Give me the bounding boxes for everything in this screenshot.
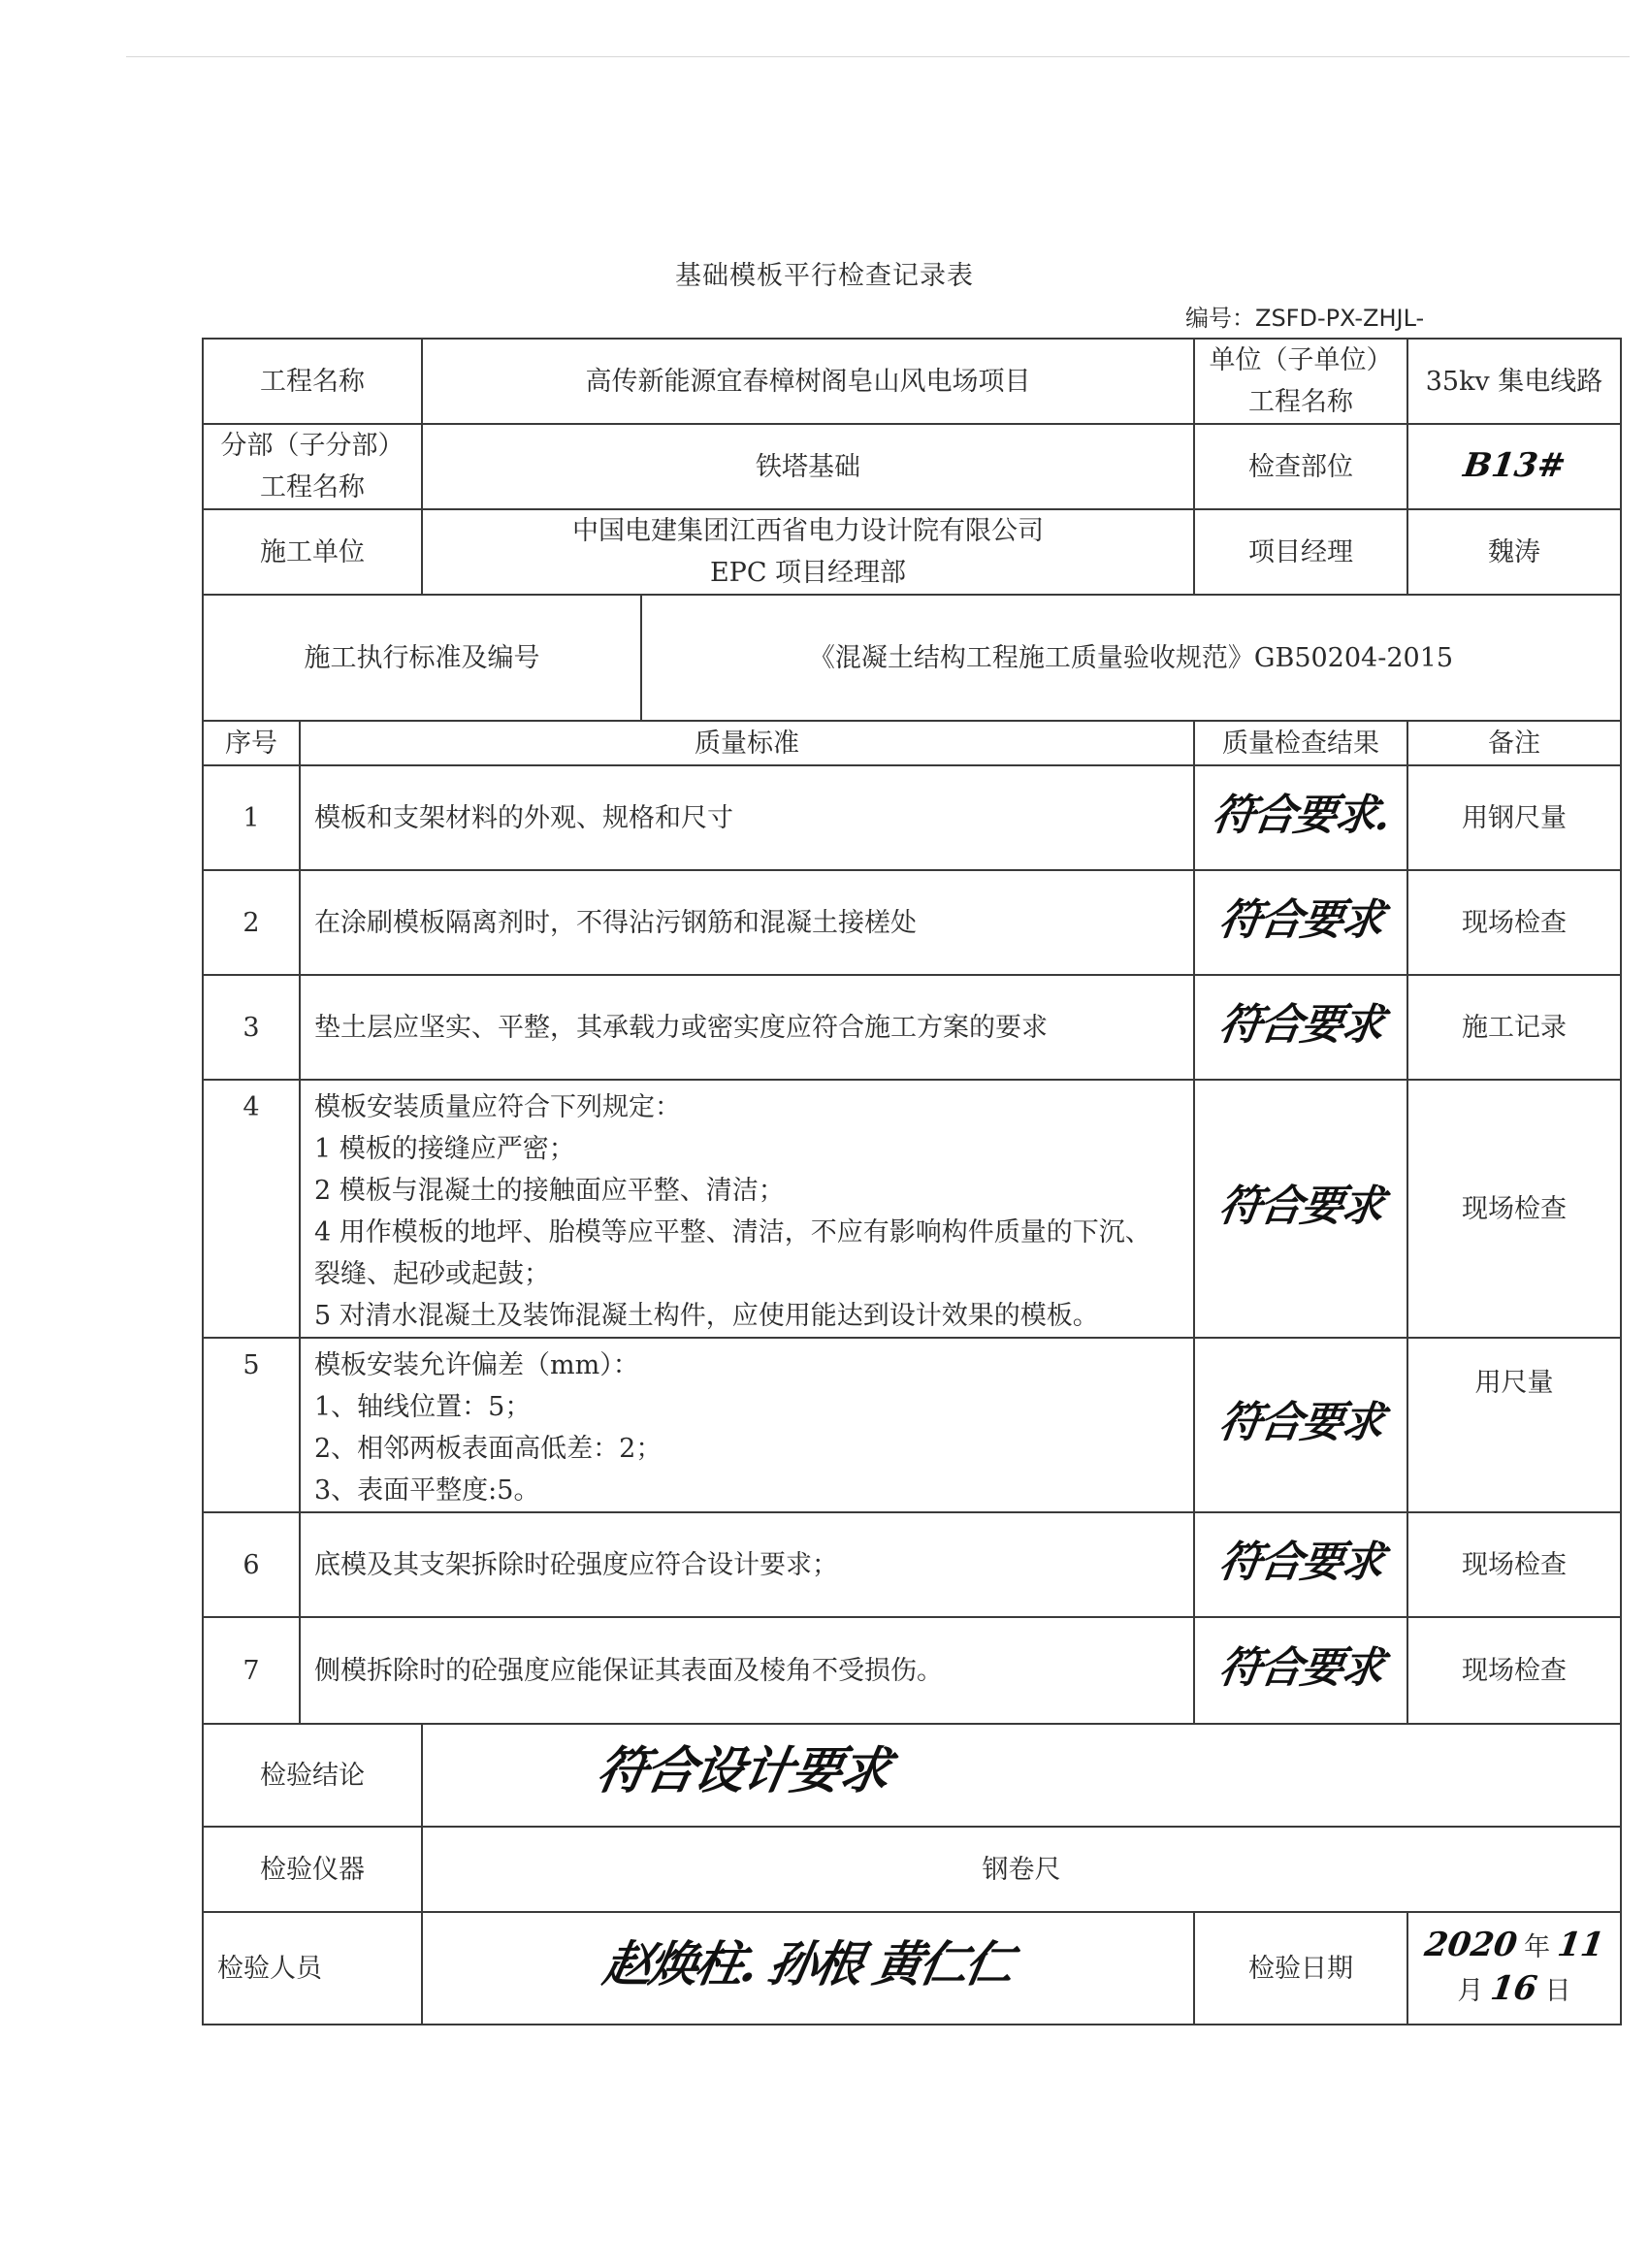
- row-standard-line: 2 模板与混凝土的接触面应平整、清洁；: [314, 1176, 785, 1206]
- table-row: [203, 1617, 1621, 1724]
- row-seq: 5: [203, 1338, 300, 1512]
- standard-label: 施工执行标准及编号: [203, 595, 641, 721]
- row-standard-text: [300, 1338, 1194, 1512]
- row-seq: 4: [203, 1080, 300, 1338]
- date-month-unit: 月: [1457, 1976, 1484, 2006]
- row-result: [1194, 765, 1407, 870]
- row-result: [1194, 870, 1407, 975]
- row-standard-text: [300, 1617, 1194, 1724]
- instrument-label: 检验仪器: [203, 1827, 422, 1912]
- row-remark: 现场检查: [1407, 1617, 1621, 1724]
- instrument-value: 钢卷尺: [422, 1827, 1621, 1912]
- row-result: [1194, 1617, 1407, 1724]
- inspectors-value: [422, 1912, 1194, 2025]
- header-remark: 备注: [1407, 721, 1621, 765]
- manager-value: 魏涛: [1407, 509, 1621, 595]
- result-handwriting: 符合要求: [1215, 1642, 1386, 1693]
- header-result: 质量检查结果: [1194, 721, 1407, 765]
- row-standard-line: 在涂刷模板隔离剂时，不得沾污钢筋和混凝土接槎处: [314, 907, 917, 938]
- table-row: [203, 975, 1621, 1080]
- inspect-part-label: 检查部位: [1194, 424, 1407, 509]
- row-remark: 现场检查: [1407, 1080, 1621, 1338]
- row-sub-project: [203, 424, 1621, 509]
- project-name-value: 高传新能源宜春樟树阁皂山风电场项目: [422, 339, 1194, 424]
- row-standard-line: 底模及其支架拆除时砼强度应符合设计要求；: [314, 1549, 838, 1580]
- row-standard-line: 侧模拆除时的砼强度应能保证其表面及棱角不受损伤。: [314, 1655, 943, 1686]
- row-standard-line: 垫土层应坚实、平整，其承载力或密实度应符合施工方案的要求: [314, 1012, 1048, 1043]
- row-remark: 现场检查: [1407, 1512, 1621, 1617]
- row-standard-line: 3、表面平整度:5。: [314, 1475, 540, 1506]
- row-remark: 用钢尺量: [1407, 765, 1621, 870]
- row-seq: 2: [203, 870, 300, 975]
- constructor-value: [422, 509, 1194, 595]
- result-handwriting: 符合要求.: [1209, 790, 1393, 840]
- row-standard-line: 2、相邻两板表面高低差：2；: [314, 1434, 663, 1464]
- inspection-form-table: [202, 338, 1622, 2025]
- date-month: 11: [1555, 1926, 1607, 1964]
- unit-project-label-line2: 工程名称: [1248, 387, 1353, 417]
- row-standard-line: 裂缝、起砂或起鼓；: [314, 1259, 550, 1289]
- date-label: 检验日期: [1194, 1912, 1407, 2025]
- constructor-line1: 中国电建集团江西省电力设计院有限公司: [572, 516, 1044, 546]
- row-result: [1194, 1338, 1407, 1512]
- table-row: [203, 765, 1621, 870]
- row-standard-line: 模板安装允许偏差（mm）：: [314, 1350, 639, 1380]
- row-remark: 用尺量: [1407, 1338, 1621, 1512]
- row-result: [1194, 1080, 1407, 1338]
- table-row: [203, 1512, 1621, 1617]
- document-code-label: 编号：: [1185, 305, 1255, 332]
- standard-value: 《混凝土结构工程施工质量验收规范》GB50204-2015: [641, 595, 1621, 721]
- result-handwriting: 符合要求: [1215, 894, 1386, 945]
- row-remark: 施工记录: [1407, 975, 1621, 1080]
- document-code-value: ZSFD-PX-ZHJL-: [1255, 305, 1425, 332]
- row-standard-line: 4 用作模板的地坪、胎模等应平整、清洁，不应有影响构件质量的下沉、: [314, 1217, 1151, 1247]
- table-row: [203, 870, 1621, 975]
- row-seq: 1: [203, 765, 300, 870]
- row-constructor: [203, 509, 1621, 595]
- date-year-unit: 年: [1524, 1932, 1551, 1962]
- row-seq: 7: [203, 1617, 300, 1724]
- row-standard: [203, 595, 1621, 721]
- document-title: 基础模板平行检查记录表: [675, 261, 974, 291]
- inspect-part-value: [1407, 424, 1621, 509]
- inspect-part-handwriting: B13#: [1460, 445, 1568, 485]
- unit-project-value: 35kv 集电线路: [1407, 339, 1621, 424]
- document-code: [1185, 299, 1424, 333]
- unit-project-label: [1194, 339, 1407, 424]
- row-instrument: [203, 1827, 1621, 1912]
- sub-project-value: 铁塔基础: [422, 424, 1194, 509]
- result-handwriting: 符合要求: [1215, 1181, 1386, 1231]
- sub-project-label-line2: 工程名称: [260, 472, 365, 502]
- row-inspectors: [203, 1912, 1621, 2025]
- result-handwriting: 符合要求: [1215, 1537, 1386, 1587]
- row-conclusion: [203, 1724, 1621, 1827]
- project-name-label: 工程名称: [203, 339, 422, 424]
- row-standard-text: [300, 975, 1194, 1080]
- inspectors-signature: 赵焕柱. 孙根 黄仁仁: [599, 1935, 1017, 1993]
- conclusion-value: [422, 1724, 1621, 1827]
- row-headers: [203, 721, 1621, 765]
- row-standard-line: 模板和支架材料的外观、规格和尺寸: [314, 802, 733, 833]
- sub-project-label-line1: 分部（子分部）: [220, 431, 404, 461]
- date-value: [1407, 1912, 1621, 2025]
- scan-edge-line: [126, 56, 1630, 57]
- row-standard-text: [300, 1512, 1194, 1617]
- row-standard-line: 5 对清水混凝土及装饰混凝土构件，应使用能达到设计效果的模板。: [314, 1301, 1099, 1331]
- manager-label: 项目经理: [1194, 509, 1407, 595]
- header-quality-standard: 质量标准: [300, 721, 1194, 765]
- row-seq: 3: [203, 975, 300, 1080]
- unit-project-label-line1: 单位（子单位）: [1209, 345, 1393, 375]
- row-result: [1194, 1512, 1407, 1617]
- row-project-name: [203, 339, 1621, 424]
- date-day-unit: 日: [1544, 1976, 1571, 2006]
- conclusion-label: 检验结论: [203, 1724, 422, 1827]
- inspectors-label: 检验人员: [203, 1912, 422, 2025]
- date-year: 2020: [1421, 1926, 1520, 1964]
- date-day: 16: [1488, 1969, 1540, 2008]
- row-result: [1194, 975, 1407, 1080]
- row-standard-line: 1、轴线位置：5；: [314, 1392, 532, 1422]
- conclusion-handwriting: 符合设计要求: [592, 1741, 894, 1800]
- row-standard-text: [300, 765, 1194, 870]
- row-standard-line: 模板安装质量应符合下列规定：: [314, 1092, 681, 1122]
- row-standard-line: 1 模板的接缝应严密；: [314, 1134, 575, 1164]
- result-handwriting: 符合要求: [1215, 1397, 1386, 1447]
- header-seq: 序号: [203, 721, 300, 765]
- row-standard-text: [300, 1080, 1194, 1338]
- row-standard-text: [300, 870, 1194, 975]
- result-handwriting: 符合要求: [1215, 999, 1386, 1050]
- sub-project-label: [203, 424, 422, 509]
- row-remark: 现场检查: [1407, 870, 1621, 975]
- table-row: [203, 1338, 1621, 1512]
- constructor-label: 施工单位: [203, 509, 422, 595]
- constructor-line2: EPC 项目经理部: [709, 558, 907, 588]
- row-seq: 6: [203, 1512, 300, 1617]
- table-row: [203, 1080, 1621, 1338]
